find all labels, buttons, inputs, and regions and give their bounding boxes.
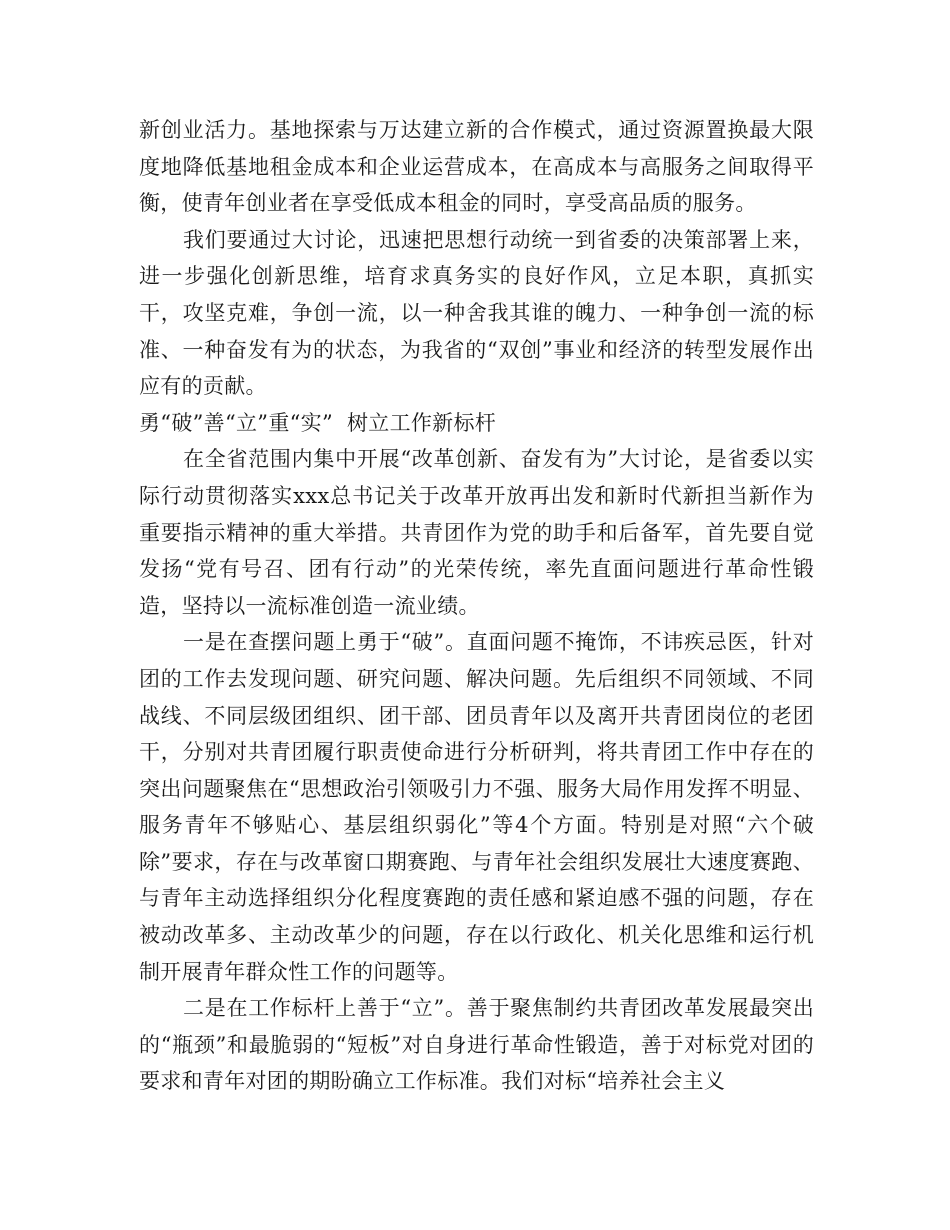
- paragraph-section-intro: 在全省范围内集中开展“改革创新、奋发有为”大讨论，是省委以实际行动贯彻落实xxx总书记关于改革开放再出发和新时代新担当新作为重要指示精神的重大举措。共青团作为党的助手和后备军，首先要自觉发扬“党有号召、团有行动”的光荣传统，率先直面问题进行革命性锻造，坚持以一流标准创造一流业绩。: [139, 447, 814, 618]
- paragraph-discussion-goal: 我们要通过大讨论，迅速把思想行动统一到省委的决策部署上来，进一步强化创新思维，培育求真务实的良好作风，立足本职，真抓实干，攻坚克难，争创一流，以一种舍我其谁的魄力、一种争创一流的标准、一种奋发有为的状态，为我省的“双创”事业和经济的转型发展作出应有的贡献。: [139, 227, 814, 399]
- paragraph-point-two: 二是在工作标杆上善于“立”。善于聚焦制约共青团改革发展最突出的“瓶颈”和最脆弱的“短板”对自身进行革命性锻造，善于对标党对团的要求和青年对团的期盼确立工作标准。我们对标“培养社会主义: [139, 996, 814, 1094]
- paragraph-point-one: 一是在查摆问题上勇于“破”。直面问题不掩饰，不讳疾忌医，针对团的工作去发现问题、研究问题、解决问题。先后组织不同领域、不同战线、不同层级团组织、团干部、团员青年以及离开共青团岗位的老团干，分别对共青团履行职责使命进行分析研判，将共青团工作中存在的突出问题聚焦在“思想政治引领吸引力不强、服务大局作用发挥不明显、服务青年不够贴心、基层组织弱化”等4个方面。特别是对照“六个破除”要求，存在与改革窗口期赛跑、与青年社会组织发展壮大速度赛跑、与青年主动选择组织分化程度赛跑的责任感和紧迫感不强的问题，存在被动改革多、主动改革少的问题，存在以行政化、机关化思维和运行机制开展青年群众性工作的问题等。: [139, 630, 814, 984]
- section-title: 勇“破”善“立”重“实” 树立工作新标杆: [139, 410, 497, 435]
- paragraph-intro-continuation: 新创业活力。基地探索与万达建立新的合作模式，通过资源置换最大限度地降低基地租金成本和企业运营成本，在高成本与高服务之间取得平衡，使青年创业者在享受低成本租金的同时，享受高品质的服务。: [139, 118, 814, 216]
- document-page: [139, 112, 814, 1100]
